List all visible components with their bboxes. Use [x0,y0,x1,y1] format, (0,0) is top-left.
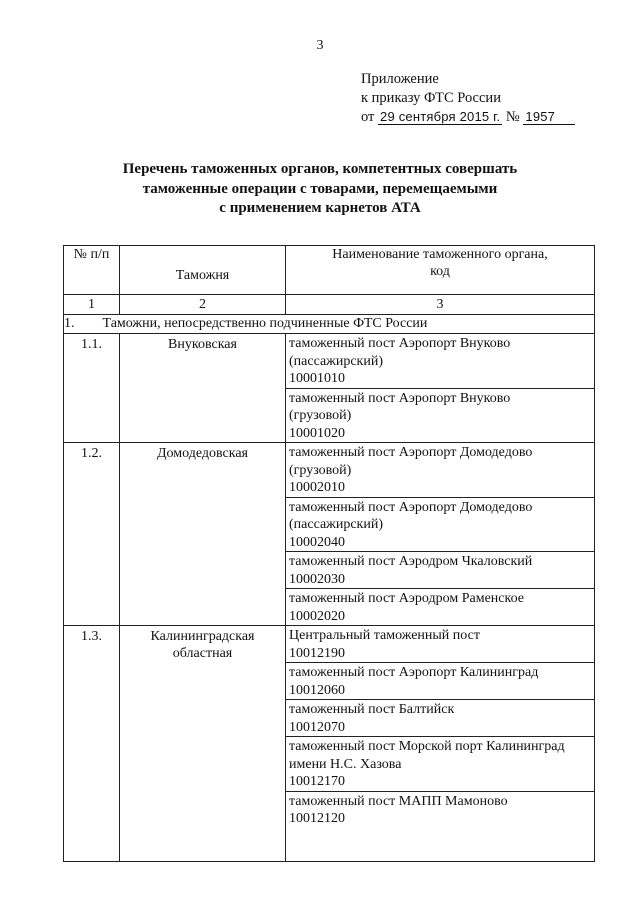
table-row [64,443,595,498]
customs-post-cell [286,443,595,498]
customs-post-code: 10012060 [289,682,345,698]
appendix-date-line [361,108,575,127]
customs-post-name: таможенный пост Балтийск [289,702,455,717]
customs-post-code: 10002030 [289,571,345,587]
header-number: № п/п [64,246,120,295]
customs-post-name: таможенный пост Аэропорт Внуково (пассажирский) [289,336,511,369]
customs-post-cell [286,663,595,700]
table-row [64,626,595,663]
section-title: 1. Таможни, непосредственно подчиненные ФТС России [64,315,595,334]
section-row [64,315,595,334]
customs-post-cell [286,497,595,552]
customs-post-cell [286,700,595,737]
row-number: 1.1. [64,334,120,443]
customs-post-name: таможенный пост Аэропорт Калининград [289,665,539,680]
customs-post-code: 10012120 [289,811,345,826]
customs-post-code: 10012170 [289,774,345,789]
title-line-2: таможенные операции с товарами, перемещаемыми [142,180,498,197]
customs-post-cell [286,552,595,589]
customs-post-name: Центральный таможенный пост [289,628,480,643]
customs-name: Внуковская [120,334,286,443]
customs-post-name: таможенный пост МАПП Мамоново [289,793,508,809]
header-authority: Наименование таможенного органа, код [286,246,595,295]
customs-post-cell [286,334,595,389]
document-title [60,160,580,219]
customs-post-name: таможенный пост Морской порт Калининград имени Н.С. Хазова [289,739,565,772]
appendix-order-reference: к приказу ФТС России [361,90,501,106]
customs-post-code: 10012190 [289,645,345,661]
appendix-label: Приложение [361,71,439,87]
table-header-row [64,246,595,295]
customs-post-cell [286,626,595,663]
page-number: 3 [316,38,324,53]
customs-name: Домодедовская [120,443,286,626]
customs-post-code: 10002010 [289,480,345,495]
row-number: 1.2. [64,443,120,626]
column-number-row [64,295,595,315]
customs-post-name: таможенный пост Аэродром Раменское [289,591,524,606]
customs-post-cell [286,589,595,626]
customs-post-code: 10012070 [289,719,345,735]
customs-post-code: 10001010 [289,371,345,386]
title-line-3: с применением карнетов АТА [219,200,421,216]
customs-post-cell [286,388,595,443]
table-row [64,334,595,389]
column-number-3: 3 [286,295,595,315]
title-line-1: Перечень таможенных органов, компетентных совершать [122,161,518,177]
customs-table [63,245,595,862]
column-number-2: 2 [120,295,286,315]
customs-post-name: таможенный пост Аэропорт Внуково (грузовой) [289,390,511,423]
customs-post-name: таможенный пост Аэропорт Домодедово (пассажирский) [289,499,533,532]
header-customs: Таможня [120,246,286,295]
customs-post-cell [286,791,595,861]
appendix-block [361,70,575,127]
row-number: 1.3. [64,626,120,862]
customs-post-code: 10001020 [289,425,345,441]
customs-post-code: 10002040 [289,534,345,550]
customs-post-name: таможенный пост Аэродром Чкаловский [289,554,533,569]
customs-post-cell [286,737,595,792]
customs-name: Калининградская областная [120,626,286,862]
date-prefix: от [361,109,375,125]
customs-post-name: таможенный пост Аэропорт Домодедово (грузовой) [289,445,533,478]
order-date: 29 сентября 2015 г. [380,109,501,124]
customs-post-code: 10002020 [289,608,345,624]
order-number: 1957 [523,109,575,125]
number-prefix: № [505,109,520,125]
column-number-1: 1 [64,295,120,315]
